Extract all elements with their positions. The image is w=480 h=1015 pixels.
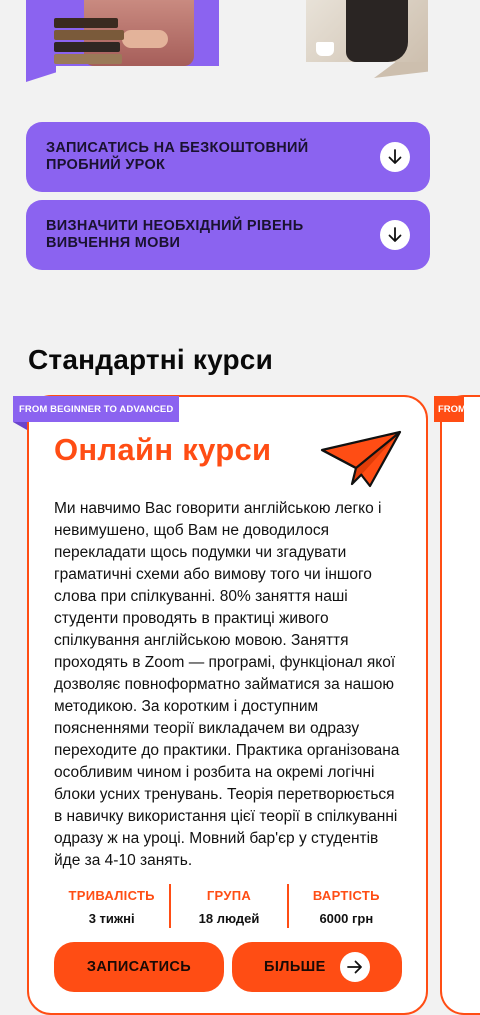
level-test-button[interactable] bbox=[26, 200, 430, 270]
photo-flag-decoration bbox=[26, 66, 56, 82]
stat-value: 18 людей bbox=[198, 911, 260, 926]
cup-illustration bbox=[316, 42, 334, 56]
course-description: Ми навчимо Вас говорити англійською легко і невимушено, щоб Вам не доводилося перекладати щось подумки чи згадувати граматичні схеми або вимову того чи іншого слова при спілкуванні. 80% заняття наші студенти проводять в практиці живого спілкування англійською мовою. Заняття проходять в Zoom — програмі, функціонал якої дозволяє повноформатно займатися за нашою методикою. За коротким і доступним поясненнями теорії викладачем ви одразу переходите до практики. Практика організована особливим чином і розбита на окремі логічні блоки усних тренувань. Теорія перетворюється в навичку використання цієї теорії в спілкуванні одразу ж на уроці. Мовний бар'єр у студентів йде за 4-10 занять. bbox=[54, 500, 400, 869]
arrow-right-icon bbox=[340, 952, 370, 982]
paper-plane-icon bbox=[318, 428, 404, 490]
books-illustration bbox=[54, 18, 124, 64]
course-level-tag: FROM BEGINNER TO ADVANCED bbox=[13, 396, 179, 422]
arrow-down-icon bbox=[380, 142, 410, 172]
student-photo bbox=[26, 0, 219, 66]
more-button[interactable] bbox=[232, 942, 402, 992]
next-course-tag: FROM bbox=[434, 396, 464, 422]
free-trial-lesson-button[interactable] bbox=[26, 122, 430, 192]
stat-label: ВАРТІСТЬ bbox=[312, 888, 380, 903]
teacher-photo bbox=[306, 0, 428, 62]
stat-value: 3 тижні bbox=[88, 911, 135, 926]
free-trial-lesson-label: ЗАПИСАТИСЬ НА БЕЗКОШТОВНИЙ ПРОБНИЙ УРОК bbox=[46, 140, 309, 173]
course-stats bbox=[54, 884, 404, 928]
next-course-card[interactable] bbox=[440, 395, 480, 1015]
tag-fold-decoration bbox=[13, 422, 27, 430]
stat-label: ТРИВАЛІСТЬ bbox=[68, 888, 155, 903]
section-title: Стандартні курси bbox=[28, 344, 273, 375]
arrow-down-icon bbox=[380, 220, 410, 250]
more-button-label: БІЛЬШЕ bbox=[264, 959, 326, 975]
level-test-label: ВИЗНАЧИТИ НЕОБХІДНИЙ РІВЕНЬ ВИВЧЕННЯ МОВИ bbox=[46, 218, 304, 251]
course-title: Онлайн курси bbox=[54, 432, 272, 467]
stat-duration bbox=[54, 884, 169, 928]
stat-price bbox=[287, 884, 404, 928]
photo-flag-decoration-right bbox=[374, 62, 428, 78]
stat-group bbox=[169, 884, 286, 928]
enroll-button[interactable]: ЗАПИСАТИСЬ bbox=[54, 942, 224, 992]
stat-value: 6000 грн bbox=[319, 911, 374, 926]
stat-label: ГРУПА bbox=[206, 888, 252, 903]
